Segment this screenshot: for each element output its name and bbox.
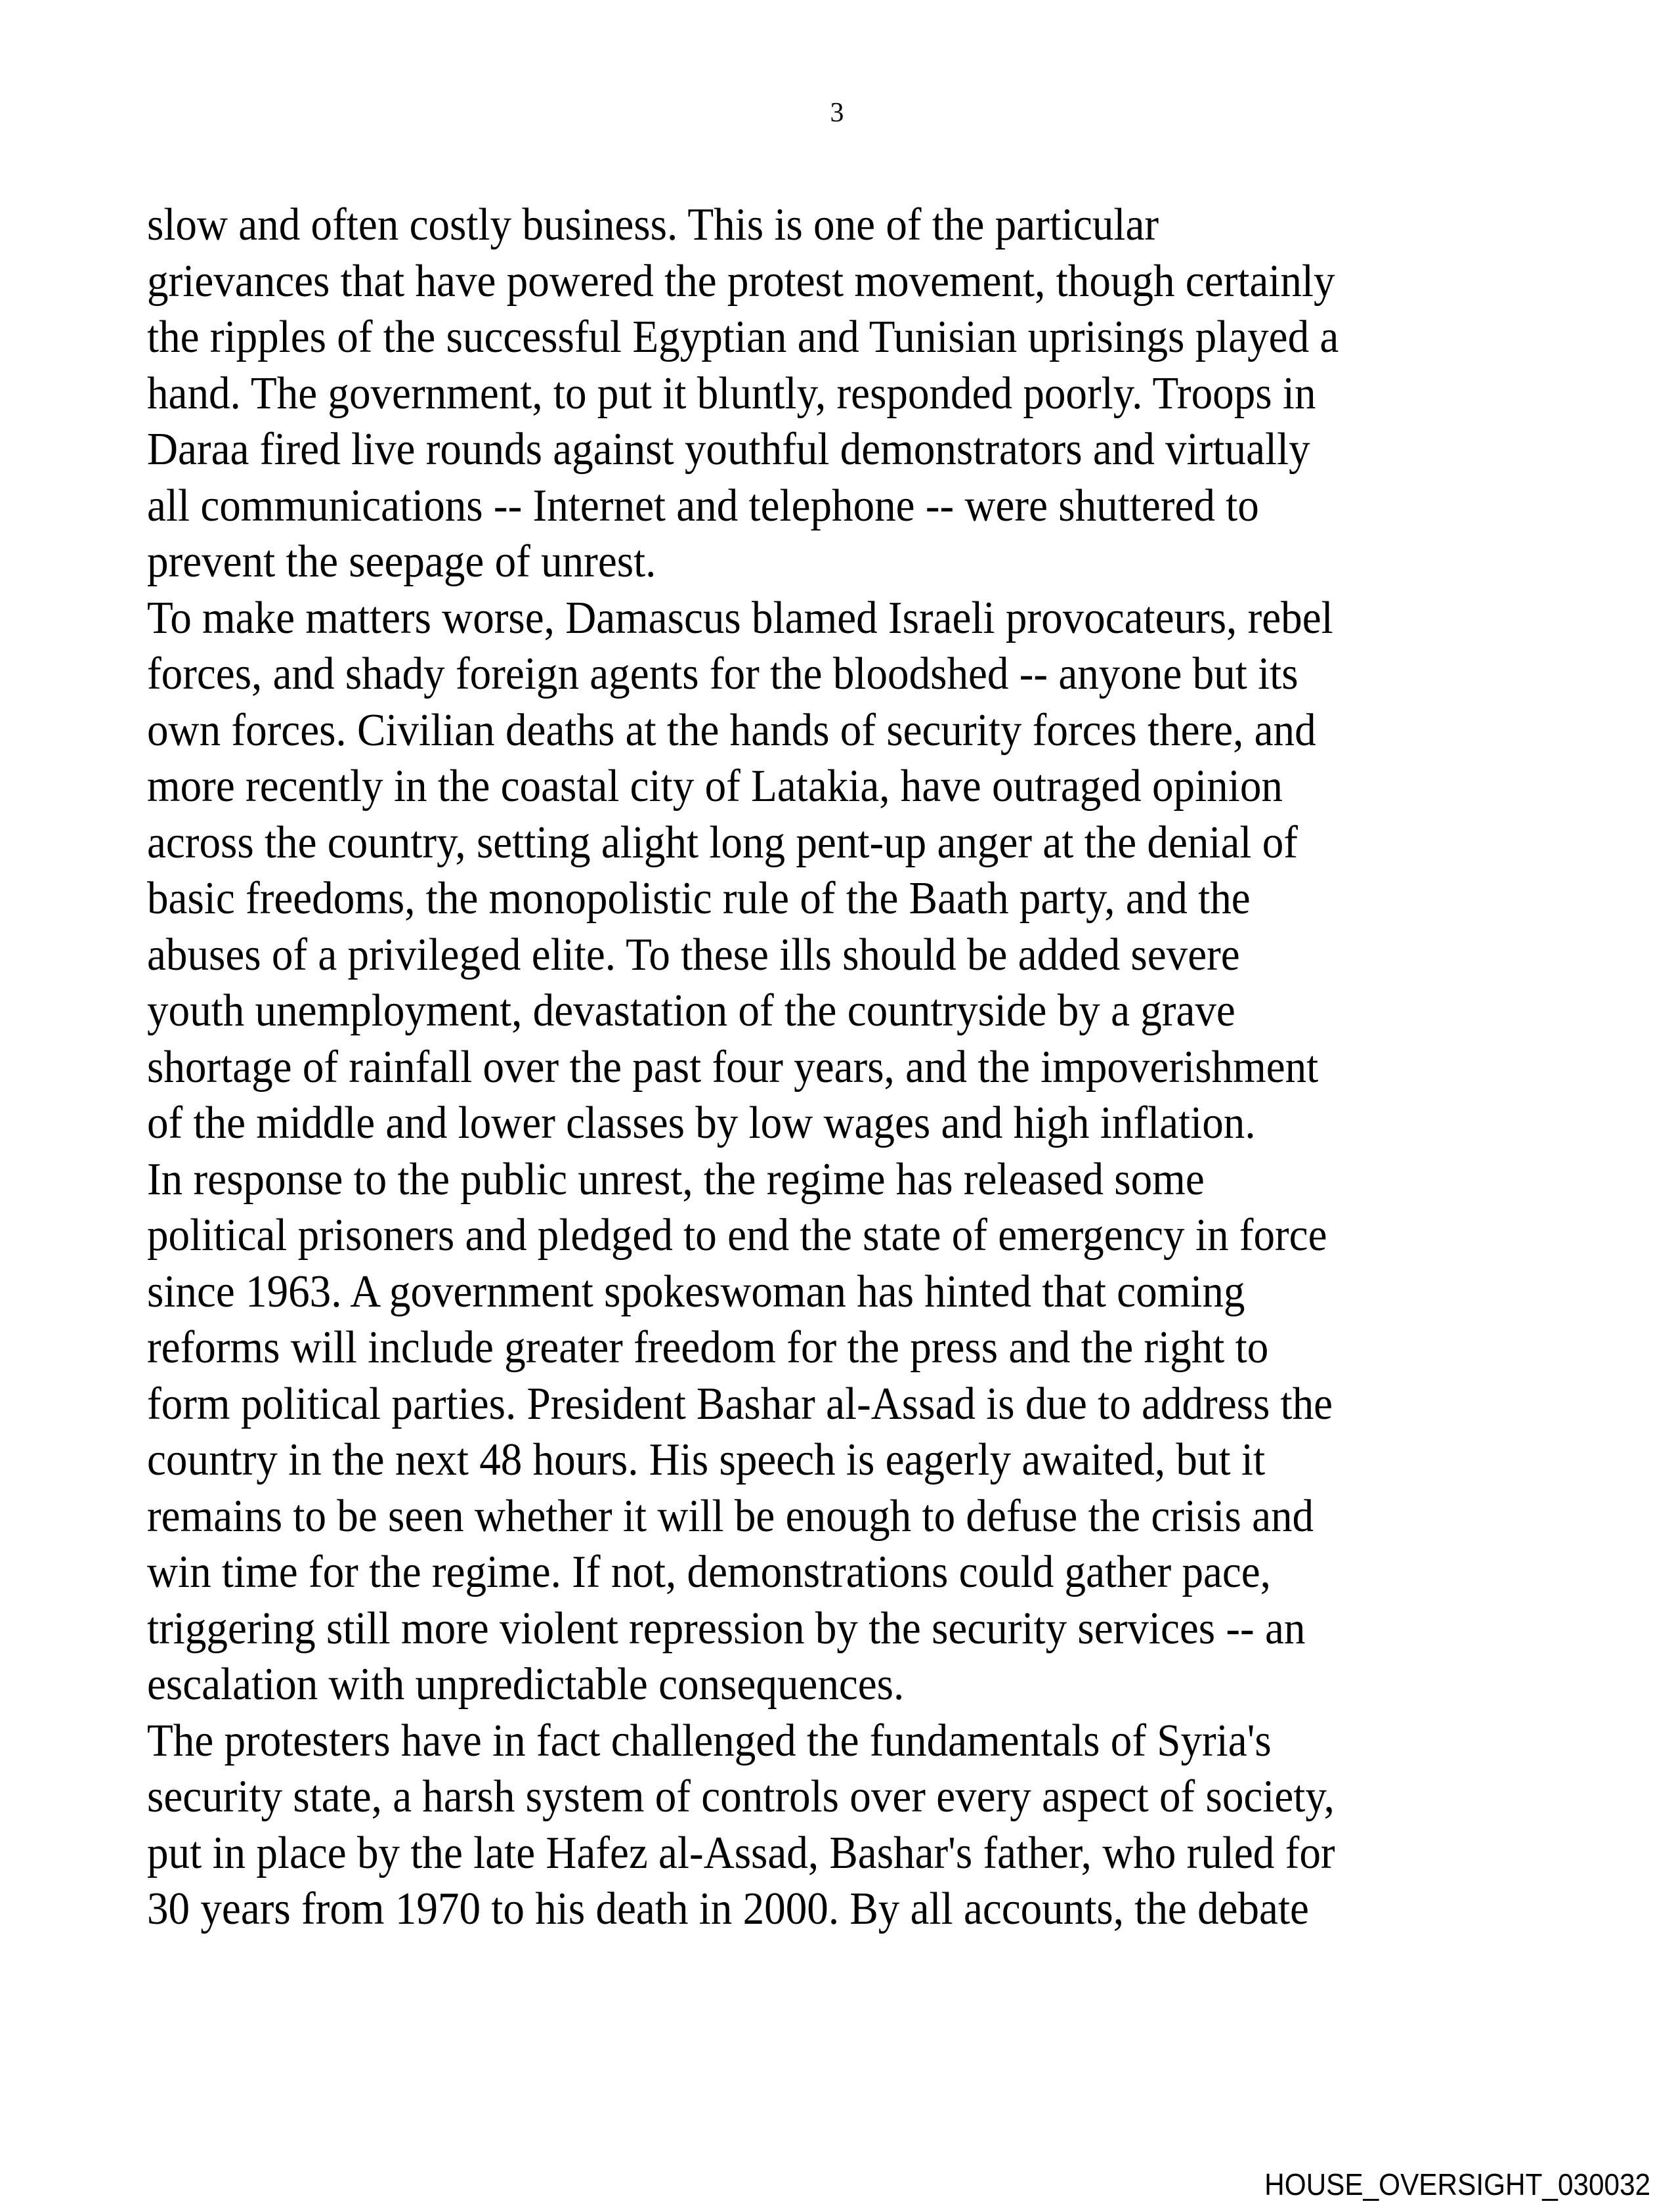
text-line: prevent the seepage of unrest. [147, 536, 656, 587]
text-line: of the middle and lower classes by low wages and high inflation. [147, 1098, 1256, 1148]
bates-stamp: HOUSE_OVERSIGHT_030032 [1264, 2167, 1650, 2201]
text-line: escalation with unpredictable consequences. [147, 1659, 905, 1710]
text-line: win time for the regime. If not, demonstrations could gather pace, [147, 1547, 1271, 1597]
text-line: political prisoners and pledged to end the state of emergency in force [147, 1210, 1327, 1261]
text-line: youth unemployment, devastation of the countryside by a grave [147, 986, 1235, 1036]
text-line: the ripples of the successful Egyptian and Tunisian uprisings played a [147, 312, 1339, 362]
text-line: shortage of rainfall over the past four years, and the impoverishment [147, 1041, 1319, 1093]
text-line: basic freedoms, the monopolistic rule of the Baath party, and the [147, 873, 1251, 924]
text-line: across the country, setting alight long pent-up anger at the denial of [147, 817, 1298, 868]
text-line: grievances that have powered the protest movement, though certainly [147, 255, 1335, 307]
text-line: slow and often costly business. This is one of the particular [147, 200, 1159, 250]
text-line: reforms will include greater freedom for the press and the right to [147, 1322, 1269, 1373]
body-text [147, 197, 1490, 1938]
text-line: security state, a harsh system of controls over every aspect of society, [147, 1771, 1335, 1822]
text-line: country in the next 48 hours. His speech is eagerly awaited, but it [147, 1435, 1266, 1485]
text-line: forces, and shady foreign agents for the bloodshed -- anyone but its [147, 649, 1298, 699]
text-line: since 1963. A government spokeswoman has hinted that coming [147, 1266, 1245, 1317]
text-line: triggering still more violent repression by the security services -- an [147, 1603, 1306, 1654]
text-line: put in place by the late Hafez al-Assad, Bashar's father, who ruled for [147, 1827, 1335, 1878]
text-line: To make matters worse, Damascus blamed Israeli provocateurs, rebel [147, 592, 1333, 643]
text-line: hand. The government, to put it bluntly, responded poorly. Troops in [147, 368, 1316, 419]
text-line: The protesters have in fact challenged the fundamentals of Syria's [147, 1715, 1272, 1766]
text-line: abuses of a privileged elite. To these ills should be added severe [147, 929, 1240, 980]
text-line: more recently in the coastal city of Latakia, have outraged opinion [147, 761, 1283, 812]
text-line: 30 years from 1970 to his death in 2000. By all accounts, the debate [147, 1884, 1309, 1934]
text-line: own forces. Civilian deaths at the hands of security forces there, and [147, 705, 1316, 756]
text-line: remains to be seen whether it will be enough to defuse the crisis and [147, 1490, 1314, 1542]
text-line: form political parties. President Bashar al-Assad is due to address the [147, 1378, 1333, 1429]
page-number: 3 [830, 98, 844, 128]
text-line: Daraa fired live rounds against youthful demonstrators and virtually [147, 424, 1310, 475]
text-line: all communications -- Internet and telephone -- were shuttered to [147, 480, 1259, 531]
text-line: In response to the public unrest, the regime has released some [147, 1154, 1205, 1205]
